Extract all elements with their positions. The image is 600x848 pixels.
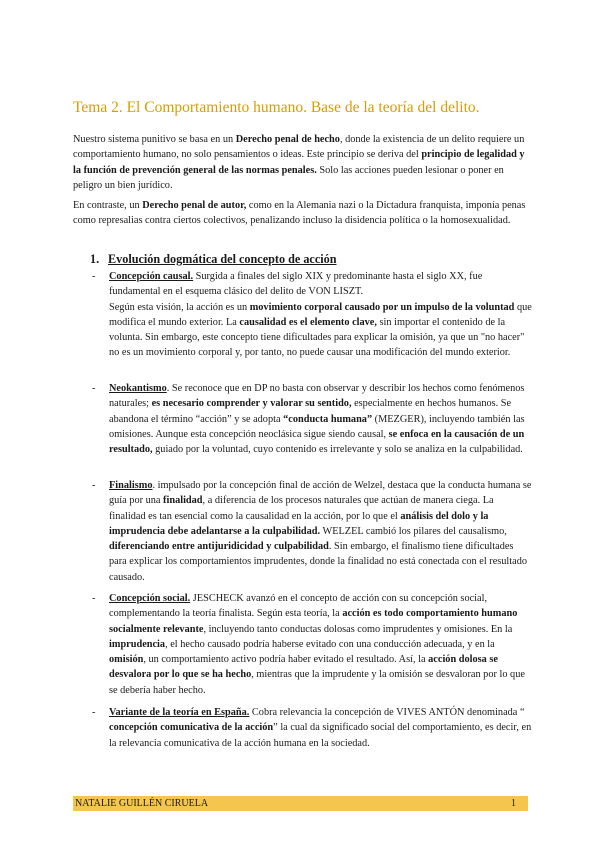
- item-term: Concepción social.: [109, 593, 191, 604]
- bold-text: principio de legalidad y la función de prevención general de las normas penales.: [73, 149, 525, 176]
- text-run: ” la cual da significado social del comportamiento, es decir, en la relevancia comunicativa de la acción humana en la sociedad.: [109, 722, 532, 749]
- bold-text: “conducta humana”: [283, 413, 373, 425]
- item-term: Neokantismo: [109, 383, 167, 394]
- text-run: especialmente en hechos humanos. Se abandona el término “acción” y se adopta: [109, 398, 512, 425]
- list-item-espana: [92, 705, 532, 751]
- footer-author: NATALIE GUILLÉN CIRUELA: [75, 798, 209, 809]
- item-term: Variante de la teoría en España.: [109, 707, 250, 718]
- bold-text: causalidad es el elemento clave,: [239, 316, 377, 328]
- intro-paragraph-1: [73, 132, 533, 193]
- item-term: Concepción causal.: [109, 271, 194, 282]
- page-footer: [73, 796, 528, 811]
- section-heading-text: Evolución dogmática del concepto de acción: [108, 252, 337, 266]
- bold-text: diferenciando entre antijuridicidad y culpabilidad: [109, 541, 329, 553]
- bold-text: finalidad: [163, 495, 203, 507]
- list-item-text: [109, 705, 532, 751]
- section-number: 1.: [90, 252, 100, 266]
- text-run: , el hecho causado podría haberse evitado con una conducción adecuada, y en la: [165, 638, 495, 650]
- page-number: 1: [511, 798, 516, 809]
- text-run: Surgida a finales del siglo XIX y predominante hasta el siglo XX, fue fundamental en el esquema clásico del delito de VON LISZT.: [109, 271, 483, 298]
- text-run: que modifica el mundo exterior. La: [109, 301, 532, 328]
- intro-paragraph-2: [73, 198, 533, 229]
- text-run: Solo las acciones pueden lesionar o poner en peligro un bien jurídico.: [73, 164, 504, 191]
- text-run: (MEZGER), incluyendo también las omisiones. Aunque esta concepción neoclásica sigue siendo causal,: [109, 413, 525, 440]
- list-dash: -: [92, 480, 96, 491]
- text-run: JESCHECK avanzó en el concepto de acción con su concepción social, complementando la teoría finalista. Según esta teoría, la: [109, 593, 488, 620]
- section-heading: [90, 252, 530, 267]
- list-item-text: [109, 478, 532, 585]
- bold-text: acción dolosa se desvalora por lo que se ha hecho: [109, 654, 498, 681]
- list-dash: -: [92, 707, 96, 718]
- list-item-causal: [92, 269, 532, 361]
- text-run: . Se reconoce que en DP no basta con observar y describir los hechos como fenómenos naturales;: [109, 383, 525, 410]
- list-item-finalismo: [92, 478, 532, 585]
- text-run: . impulsado por la concepción final de acción de Welzel, destaca que la conducta humana se guía por una: [109, 480, 532, 507]
- item-term: Finalismo: [109, 480, 153, 491]
- bold-text: acción es todo comportamiento humano socialmente relevante: [109, 608, 518, 635]
- list-item-neokantismo: [92, 381, 532, 457]
- text-run: guiado por la voluntad, cuyo contenido es irrelevante y solo se analiza en la culpabilidad.: [152, 444, 523, 456]
- text-run: sin importar el contenido de la volunta. Sin embargo, este concepto tiene dificultades para explicar la omisión, ya que un "no hacer" no es un movimiento corporal y, por tanto, no puede causar una modificación del mundo exterior.: [109, 316, 525, 359]
- text-run: En contraste, un: [73, 200, 143, 211]
- list-item-social: [92, 591, 532, 698]
- list-dash: -: [92, 593, 96, 604]
- list-dash: -: [92, 383, 96, 394]
- list-dash: -: [92, 271, 96, 282]
- text-run: Nuestro sistema punitivo se basa en un: [73, 134, 236, 145]
- text-run: Cobra relevancia la concepción de VIVES ANTÓN denominada “: [249, 707, 525, 718]
- text-run: , mientras que la imprudente y la omisión se desvaloran por lo que se debería haber hecho.: [109, 669, 525, 696]
- text-run: , a diferencia de los procesos naturales que actúan de manera ciega. La finalidad es tan esencial como la causalidad en la acción, por lo que el: [109, 495, 494, 522]
- text-run: , donde la existencia de un delito requiere un comportamiento humano, no solo pensamientos o ideas. Este principio se deriva del: [73, 134, 525, 161]
- list-item-text: [109, 591, 532, 698]
- bold-text: movimiento corporal causado por un impulso de la voluntad: [249, 301, 515, 313]
- bold-text: omisión: [109, 654, 144, 666]
- text-run: . Sin embargo, el finalismo tiene dificultades para explicar los comportamientos imprudentes, donde la finalidad no está conectada con el resultado causado.: [109, 541, 528, 583]
- list-item-text: [109, 381, 532, 457]
- bold-text: se enfoca en la causación de un resultado,: [109, 428, 525, 456]
- text-run: Según esta visión, la acción es un: [109, 301, 250, 313]
- bold-text: análisis del dolo y la imprudencia debe adelantarse a la culpabilidad.: [109, 510, 489, 537]
- document-title: Tema 2. El Comportamiento humano. Base de la teoría del delito.: [73, 99, 480, 116]
- text-run: , un comportamiento activo podría haber evitado el resultado. Así, la: [143, 654, 429, 666]
- text-run: , incluyendo tanto conductas dolosas como imprudentes y omisiones. En la: [203, 623, 513, 635]
- list-item-text: [109, 269, 532, 361]
- bold-text: es necesario comprender y valorar su sentido,: [151, 398, 352, 410]
- bold-text: Derecho penal de hecho: [235, 134, 340, 145]
- bold-text: imprudencia: [109, 638, 166, 650]
- bold-text: Derecho penal de autor,: [142, 200, 247, 211]
- bold-text: concepción comunicativa de la acción: [109, 722, 274, 734]
- text-run: como en la Alemania nazi o la Dictadura franquista, imponía penas como represalias contra ciertos colectivos, penalizando incluso la disidencia política o la homosexualidad.: [73, 200, 526, 227]
- text-run: WELZEL cambió los pilares del causalismo,: [320, 525, 507, 537]
